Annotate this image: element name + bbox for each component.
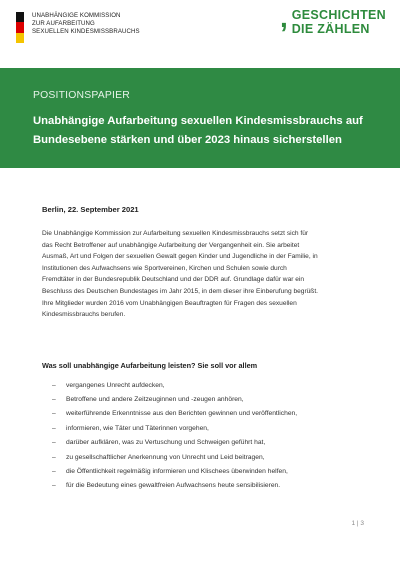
list-item-text: informieren, wie Täter und Täterinnen vorgehen,	[66, 424, 209, 432]
brand-logo	[279, 2, 386, 36]
list-item-text: für die Bedeutung eines gewaltfreien Aufwachsens heute sensibilisieren.	[66, 482, 281, 490]
page-number: 1 | 3	[351, 520, 364, 527]
list-item-text: vergangenes Unrecht aufdecken,	[66, 381, 165, 389]
commission-name-line-3: SEXUELLEN KINDESMISSBRAUCHS	[32, 28, 140, 36]
paragraph-line: Beschluss des Deutschen Bundestages im Jahr 2015, in dem dieser ihre Einberufung begrüßt.	[42, 287, 318, 295]
list-item	[52, 407, 297, 421]
list-item	[52, 436, 297, 450]
list-item-text: Betroffene und andere Zeitzeuginnen und -zeugen anhören,	[66, 396, 244, 404]
list-item-text: darüber aufklären, was zu Vertuschung und Schweigen geführt hat,	[66, 439, 266, 447]
list-item-text: die Öffentlichkeit regelmäßig informieren und Klischees überwinden helfen,	[66, 468, 288, 476]
list-item-text: weiterführende Erkenntnisse aus den Berichten gewinnen und veröffentlichen,	[66, 410, 298, 418]
german-flag-icon	[16, 12, 24, 43]
paragraph-line: Ihre Mitglieder wurden 2016 vom Unabhängigen Beauftragten für Fragen des sexuellen	[42, 299, 297, 307]
title-band	[0, 68, 400, 168]
list-marker: –	[52, 482, 56, 490]
paragraph-line: Kindesmissbrauchs berufen.	[42, 311, 126, 319]
document-title: Unabhängige Aufarbeitung sexuellen Kindesmissbrauchs auf Bundesebene stärken und über 2023 hinaus sicherstellen	[33, 115, 363, 146]
list-marker: –	[52, 424, 56, 432]
list-item	[52, 464, 297, 478]
list-item	[52, 450, 297, 464]
list-marker: –	[52, 468, 56, 476]
document-type-label: POSITIONSPAPIER	[33, 90, 130, 101]
commission-name-line-2: ZUR AUFARBEITUNG	[32, 20, 95, 28]
list-item	[52, 378, 297, 392]
brand-line-1: GESCHICHTEN	[291, 8, 386, 22]
paragraph-line: Institutionen des Aufwachsens wie Sportvereinen, Kirchen und Schulen sowie durch	[42, 264, 287, 272]
list-item-text: zu gesellschaftlicher Anerkennung von Unrecht und Leid beitragen,	[66, 453, 265, 461]
list-marker: –	[52, 410, 56, 418]
brand-line-2: DIE ZÄHLEN	[291, 22, 370, 36]
commission-name-line-1: UNABHÄNGIGE KOMMISSION	[32, 12, 121, 19]
list-marker: –	[52, 453, 56, 461]
list-item	[52, 479, 297, 493]
list-item	[52, 421, 297, 435]
paragraph-line: Die Unabhängige Kommission zur Aufarbeitung sexuellen Kindesmissbrauchs setzt sich für	[42, 230, 309, 237]
paragraph-line: Fremdtäter in der Bundesrepublik Deutschland und der DDR auf. Grundlage dafür war ein	[42, 276, 305, 284]
list-marker: –	[52, 381, 56, 389]
list-item	[52, 392, 297, 406]
section-question: Was soll unabhängige Aufarbeitung leisten? Sie soll vor allem	[42, 361, 258, 370]
commission-name	[32, 12, 140, 37]
intro-paragraph	[42, 228, 360, 321]
goals-list	[52, 378, 297, 493]
list-marker: –	[52, 396, 56, 404]
paragraph-line: Ausmaß, Art und Folgen der sexuellen Gewalt gegen Kinder und Jugendliche in der Familie, in	[42, 253, 318, 261]
list-marker: –	[52, 439, 56, 447]
commission-logo	[16, 12, 140, 43]
document-date: Berlin, 22. September 2021	[42, 205, 139, 214]
paragraph-line: das Recht Betroffener auf unabhängige Aufarbeitung der Vergangenheit ein. Sie arbeitet	[42, 241, 300, 249]
quote-comma-icon: ,	[279, 2, 288, 33]
